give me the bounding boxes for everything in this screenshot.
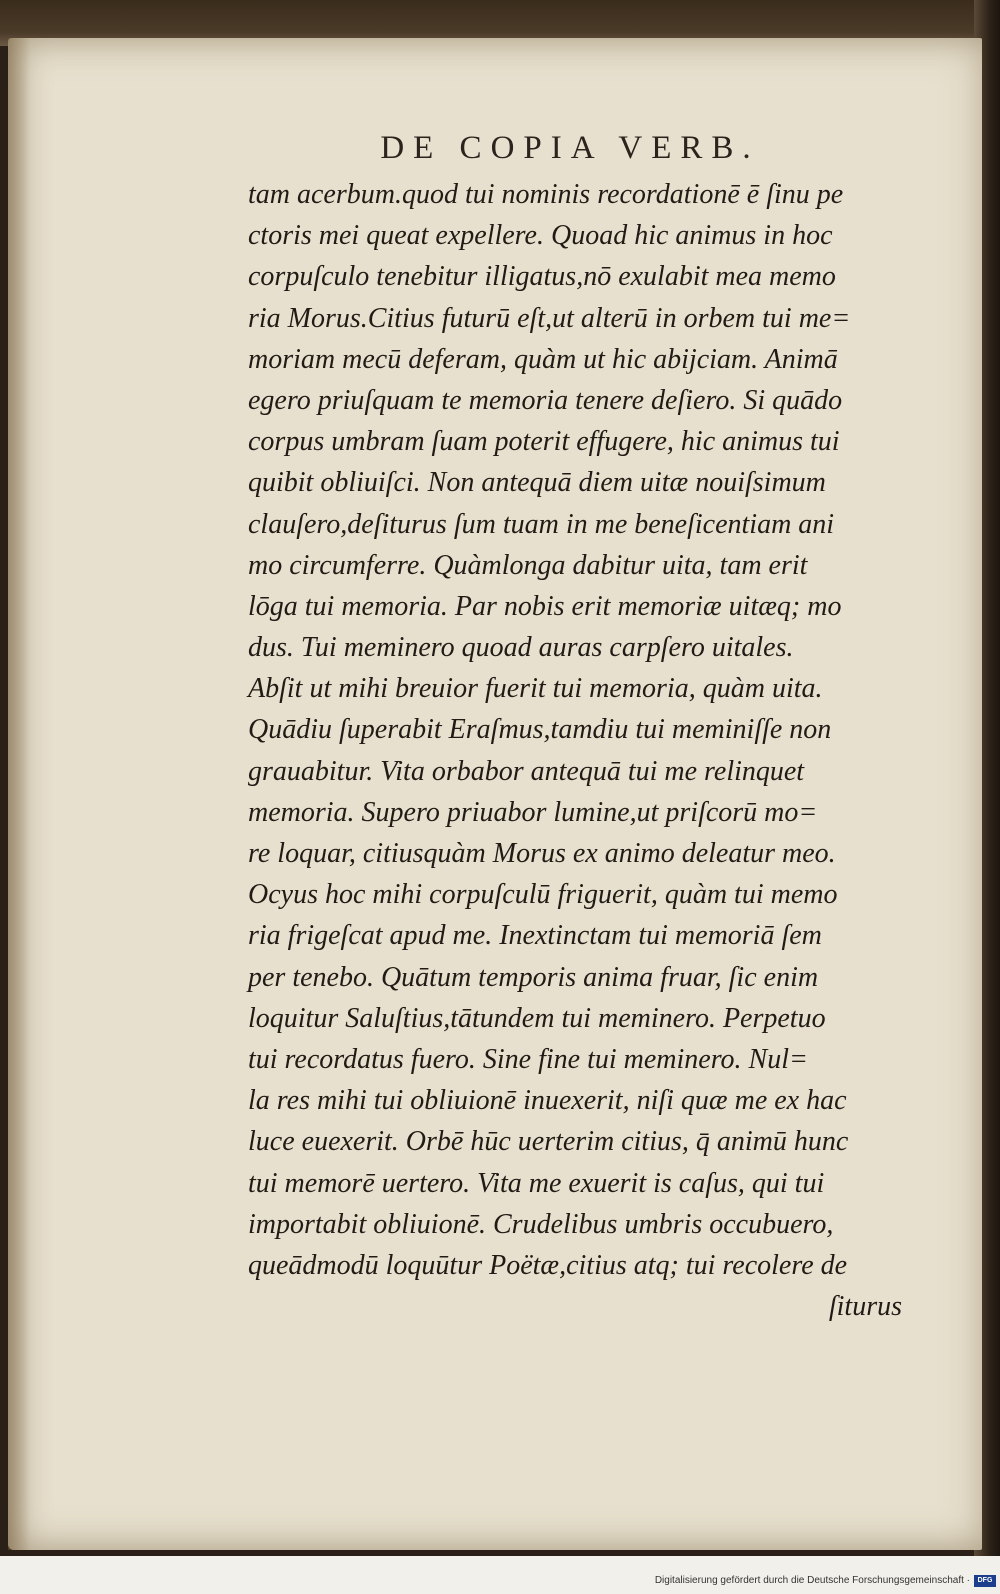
text-line: re loquar, citiusquàm Morus ex animo deleatur meo.: [248, 838, 836, 869]
text-line: memoria. Supero priuabor lumine,ut priſcorū mo=: [248, 796, 818, 828]
text-line: corpus umbram ſuam poterit effugere, hic animus tui: [248, 426, 840, 458]
text-line: lōga tui memoria. Par nobis erit memoriæ uitæq; mo: [248, 590, 842, 622]
dfg-logo-icon: DFG: [974, 1575, 996, 1587]
text-line: tui memorē uertero. Vita me exuerit is caſus, qui tui: [248, 1167, 825, 1199]
text-line: tam acerbum.quod tui nominis recordationē ē ſinu pe: [248, 179, 844, 210]
text-line: corpuſculo tenebitur illigatus,nō exulabit mea memo: [248, 261, 836, 293]
text-line: luce euexerit. Orbē hūc uerterim citius, q̄ animū hunc: [248, 1126, 849, 1158]
text-line: clauſero,deſiturus ſum tuam in me beneſicentiam ani: [248, 508, 835, 540]
text-line: tui recordatus fuero. Sine fine tui meminero. Nul=: [248, 1043, 808, 1075]
text-line: la res mihi tui obliuionē inuexerit, niſi quæ me ex hac: [248, 1085, 847, 1117]
text-line: ria Morus.Citius futurū eſt,ut alterū in orbem tui me=: [248, 302, 851, 334]
text-line: quibit obliuiſci. Non antequā diem uitæ nouiſsimum: [248, 467, 826, 499]
text-line: moriam mecū deferam, quàm ut hic abijciam. Animā: [248, 343, 838, 375]
page-gutter-shadow: [8, 38, 30, 1550]
book-page: [8, 38, 982, 1550]
text-line: per tenebo. Quātum temporis anima fruar, ſic enim: [248, 961, 819, 993]
text-line: loquitur Saluſtius,tātundem tui meminero. Perpetuo: [248, 1002, 826, 1034]
text-line: Quādiu ſuperabit Eraſmus,tamdiu tui meminiſſe non: [248, 714, 832, 746]
text-block: [248, 174, 918, 1327]
text-line: Ocyus hoc mihi corpuſculū friguerit, quàm tui memo: [248, 879, 838, 911]
catchword: ſiturus: [828, 1291, 902, 1323]
digitization-credit: Digitalisierung gefördert durch die Deutsche Forschungsgemeinschaft ·: [654, 1575, 970, 1586]
text-line: egero priuſquam te memoria tenere deſiero. Si quādo: [248, 384, 843, 416]
text-line: queādmodū loquūtur Poëtæ,citius atq; tui recolere de: [248, 1249, 848, 1281]
digitization-footer: [0, 1556, 1000, 1594]
running-head: DE COPIA VERB.: [380, 130, 760, 166]
text-line: importabit obliuionē. Crudelibus umbris occubuero,: [248, 1208, 834, 1240]
text-line: grauabitur. Vita orbabor antequā tui me relinquet: [248, 755, 805, 787]
text-line: ctoris mei queat expellere. Quoad hic animus in hoc: [248, 220, 833, 252]
text-line: mo circumferre. Quàmlonga dabitur uita, tam erit: [248, 549, 808, 581]
text-line: Abſit ut mihi breuior fuerit tui memoria, quàm uita.: [248, 673, 823, 705]
text-line: ria frigeſcat apud me. Inextinctam tui memoriā ſem: [248, 920, 822, 952]
text-line: dus. Tui meminero quoad auras carpſero uitales.: [248, 632, 794, 664]
